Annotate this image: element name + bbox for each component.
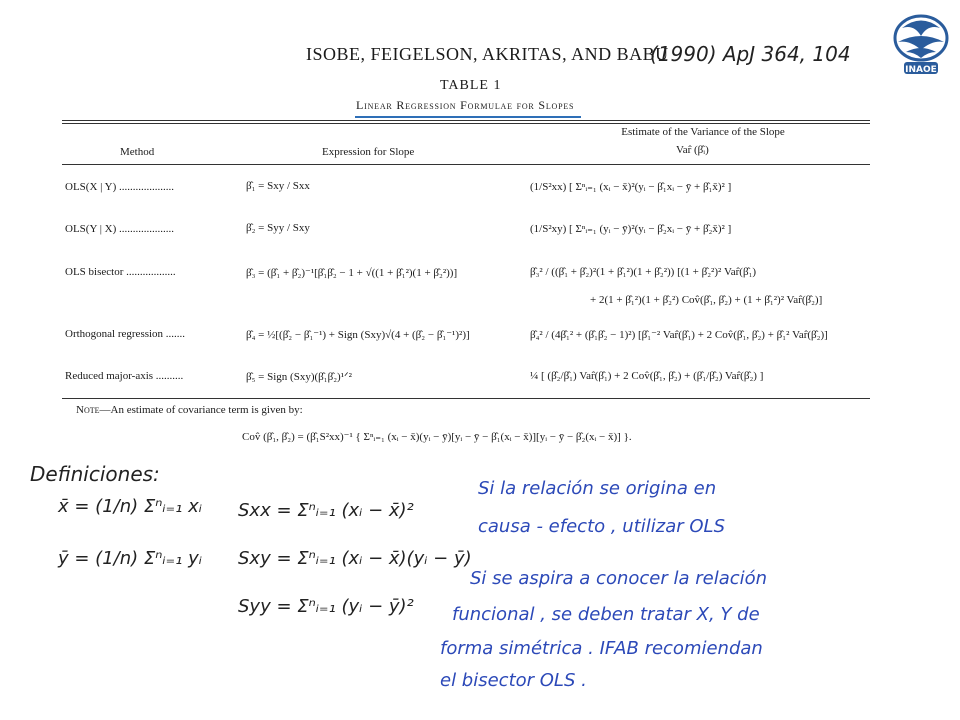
definition-syy: Syy = Σⁿᵢ₌₁ (yᵢ − ȳ)²	[238, 596, 414, 617]
table-row-variance-continuation: + 2(1 + β̂₁²)(1 + β̂₂²) Cov̂(β̂₁, β̂₂) + (1 + β̂₁²)² Var̂(β̂₂)]	[590, 294, 823, 306]
definition-y-mean: ȳ = (1/n) Σⁿᵢ₌₁ yᵢ	[58, 548, 202, 569]
table-subtitle: Linear Regression Formulae for Slopes	[356, 98, 575, 112]
blue-note-line: funcional , se deben tratar X, Y de	[452, 604, 760, 625]
blue-note-line: Si la relación se origina en	[478, 478, 717, 499]
table-row-method: OLS bisector ..................	[65, 266, 176, 278]
table-title: TABLE 1	[440, 78, 502, 93]
header-rule	[62, 164, 870, 165]
table-bottom-rule	[62, 398, 870, 399]
inaoe-logo	[888, 8, 954, 78]
table-row-method: Orthogonal regression .......	[65, 328, 186, 340]
table-top-rule	[62, 120, 870, 121]
logo-text: INAOE	[905, 65, 937, 75]
table-row-variance: β̂₃² / ((β̂₁ + β̂₂)²(1 + β̂₁²)(1 + β̂₂²)) [(1 + β̂₂²)² Var̂(β̂₁)	[530, 266, 757, 278]
table-row-expression: β̂₅ = Sign (Sxy)(β̂₁β̂₂)¹ᐟ²	[246, 371, 352, 383]
inaoe-logo-icon	[888, 8, 954, 78]
table-row-variance: (1/S²xx) [ Σⁿᵢ₌₁ (xᵢ − x̄)²(yᵢ − β̂₁xᵢ − ȳ + β̂₁x̄)² ]	[530, 181, 732, 193]
column-header-method: Method	[120, 146, 155, 158]
table-row-variance: β̂₄² / (4β̂₁² + (β̂₁β̂₂ − 1)²) [β̂₁⁻² Var̂(β̂₁) + 2 Cov̂(β̂₁, β̂₂) + β̂₁² Var̂(β̂₂)]	[530, 329, 828, 341]
table-row-method: OLS(Y | X) ....................	[65, 223, 175, 235]
column-header-variance: Estimate of the Variance of the Slope	[621, 126, 785, 138]
table-row-method: Reduced major-axis ..........	[65, 370, 184, 382]
table-row-variance: (1/S²xy) [ Σⁿᵢ₌₁ (yᵢ − ȳ)²(yᵢ − β̂₂xᵢ − ȳ + β̂₂x̄)² ]	[530, 223, 732, 235]
definition-sxy: Sxy = Σⁿᵢ₌₁ (xᵢ − x̄)(yᵢ − ȳ)	[238, 548, 472, 569]
table-note	[76, 404, 303, 416]
table-row-variance: ¼ [ (β̂₂/β̂₁) Var̂(β̂₁) + 2 Cov̂(β̂₁, β̂₂) + (β̂₁/β̂₂) Var̂(β̂₂) ]	[530, 370, 764, 382]
column-header-expression: Expression for Slope	[322, 146, 415, 158]
definitions-title: Definiciones:	[30, 462, 160, 486]
table-row-expression: β̂₄ = ½[(β̂₂ − β̂₁⁻¹) + Sign (Sxy)√(4 + (β̂₂ − β̂₁⁻¹)²)]	[246, 329, 470, 341]
definition-sxx: Sxx = Σⁿᵢ₌₁ (xᵢ − x̄)²	[238, 500, 414, 521]
table-row-expression: β̂₃ = (β̂₁ + β̂₂)⁻¹[β̂₁β̂₂ − 1 + √((1 + β̂₁²)(1 + β̂₂²))]	[246, 267, 458, 279]
paper-authors: ISOBE, FEIGELSON, AKRITAS, AND BABU	[306, 44, 669, 64]
table-row-method: OLS(X | Y) ....................	[65, 181, 175, 193]
note-label: Note	[76, 404, 100, 416]
table-row-expression: β̂₂ = Syy / Sxy	[246, 222, 310, 234]
blue-note-line: el bisector OLS .	[440, 670, 587, 691]
column-header-variance-symbol: Var̂ (β̂ᵢ)	[676, 144, 709, 156]
table-row-expression: β̂₁ = Sxy / Sxx	[246, 180, 310, 192]
note-text: —An estimate of covariance term is given by:	[99, 404, 303, 416]
covariance-formula: Cov̂ (β̂₁, β̂₂) = (β̂₁S²xx)⁻¹ { Σⁿᵢ₌₁ (xᵢ − x̄)(yᵢ − ȳ)[yᵢ − ȳ − β̂₁(xᵢ − x̄)][yᵢ − ȳ − β̂₂(xᵢ − x̄)] }.	[242, 431, 632, 443]
blue-note-line: forma simétrica . IFAB recomiendan	[440, 638, 763, 659]
subtitle-underline	[355, 116, 581, 118]
table-top-rule-2	[62, 123, 870, 124]
definition-x-mean: x̄ = (1/n) Σⁿᵢ₌₁ xᵢ	[58, 496, 202, 517]
blue-note-line: Si se aspira a conocer la relación	[470, 568, 768, 589]
blue-note-line: causa - efecto , utilizar OLS	[478, 516, 725, 537]
handwritten-citation: (1990) ApJ 364, 104	[650, 42, 851, 66]
